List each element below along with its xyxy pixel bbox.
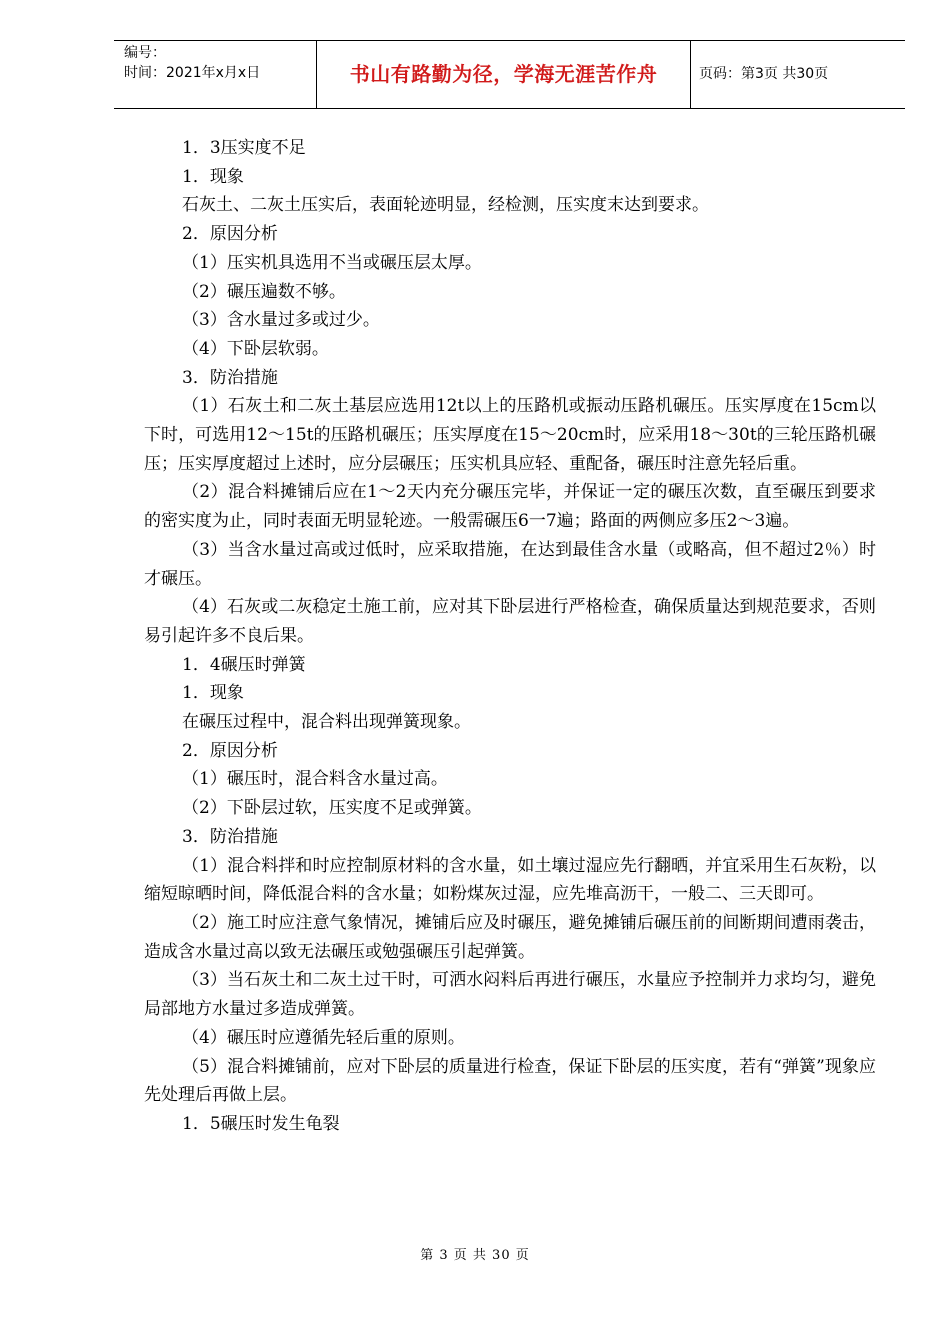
header-meta <box>114 41 316 108</box>
paragraph: （3）当石灰土和二灰土过干时，可洒水闷料后再进行碾压，水量应予控制并力求均匀，避免局部地方水量过多造成弹簧。 <box>144 970 876 1020</box>
paragraph: （5）混合料摊铺前，应对下卧层的质量进行检查，保证下卧层的压实度，若有“弹簧”现象应先处理后再做上层。 <box>144 1056 876 1106</box>
paragraph: （1）压实机具选用不当或碾压层太厚。 <box>182 252 482 273</box>
paragraph: 2．原因分析 <box>182 740 278 761</box>
paragraph: （3）含水量过多或过少。 <box>182 310 380 331</box>
document-body <box>144 134 876 1139</box>
header-motto: 书山有路勤为径，学海无涯苦作舟 <box>316 41 691 108</box>
paragraph: 2．原因分析 <box>182 224 278 245</box>
paragraph: （1）石灰土和二灰土基层应选用12t以上的压路机或振动压路机碾压。压实厚度在15cm以下时，可选用12～15t的压路机碾压；压实厚度在15～20cm时，应采用18～30t的三轮压路机碾压；压实厚度超过上述时，应分层碾压；压实机具应轻、重配备，碾压时注意先轻后重。 <box>144 396 876 474</box>
section-heading: 1．4碾压时弹簧 <box>182 654 306 675</box>
paragraph: （1）碾压时，混合料含水量过高。 <box>182 769 448 790</box>
paragraph: 1．现象 <box>182 683 244 704</box>
page-header <box>114 40 905 109</box>
paragraph: （4）碾压时应遵循先轻后重的原则。 <box>182 1027 465 1048</box>
section-heading: 1．3压实度不足 <box>182 138 306 158</box>
number-label: 编号： <box>124 45 166 61</box>
paragraph: （2）施工时应注意气象情况，摊铺后应及时碾压，避免摊铺后碾压前的间断期间遭雨袭击，造成含水量过高以致无法碾压或勉强碾压引起弹簧。 <box>144 912 876 962</box>
paragraph: （3）当含水量过高或过低时，应采取措施，在达到最佳含水量（或略高，但不超过2％）时才碾压。 <box>144 539 876 589</box>
paragraph: 1．现象 <box>182 166 244 187</box>
paragraph: （2）碾压遍数不够。 <box>182 281 346 302</box>
paragraph: （4）石灰或二灰稳定土施工前，应对其下卧层进行严格检查，确保质量达到规范要求，否则易引起许多不良后果。 <box>144 597 876 646</box>
section-heading: 1．5碾压时发生龟裂 <box>182 1113 340 1134</box>
paragraph: （1）混合料拌和时应控制原材料的含水量，如土壤过湿应先行翻晒，并宜采用生石灰粉，以缩短晾晒时间，降低混合料的含水量；如粉煤灰过湿，应先堆高沥干，一般二、三天即可。 <box>144 855 876 905</box>
header-page-info: 页码：第3页 共30页 <box>699 66 829 82</box>
paragraph: 3．防治措施 <box>182 826 278 847</box>
paragraph: 3．防治措施 <box>182 367 278 388</box>
paragraph: （2）混合料摊铺后应在1～2天内充分碾压完毕，并保证一定的碾压次数，直至碾压到要求的密实度为止，同时表面无明显轮迹。一般需碾压6一7遍；路面的两侧应多压2～3遍。 <box>144 482 876 532</box>
paragraph: （2）下卧层过软，压实度不足或弹簧。 <box>182 798 482 819</box>
paragraph: 在碾压过程中，混合料出现弹簧现象。 <box>182 712 471 733</box>
paragraph: （4）下卧层软弱。 <box>182 338 329 359</box>
page-footer: 第 3 页 共 30 页 <box>420 1248 530 1263</box>
paragraph: 石灰土、二灰土压实后，表面轮迹明显，经检测，压实度末达到要求。 <box>182 195 709 216</box>
time-label: 时间：2021年x月x日 <box>124 65 261 81</box>
